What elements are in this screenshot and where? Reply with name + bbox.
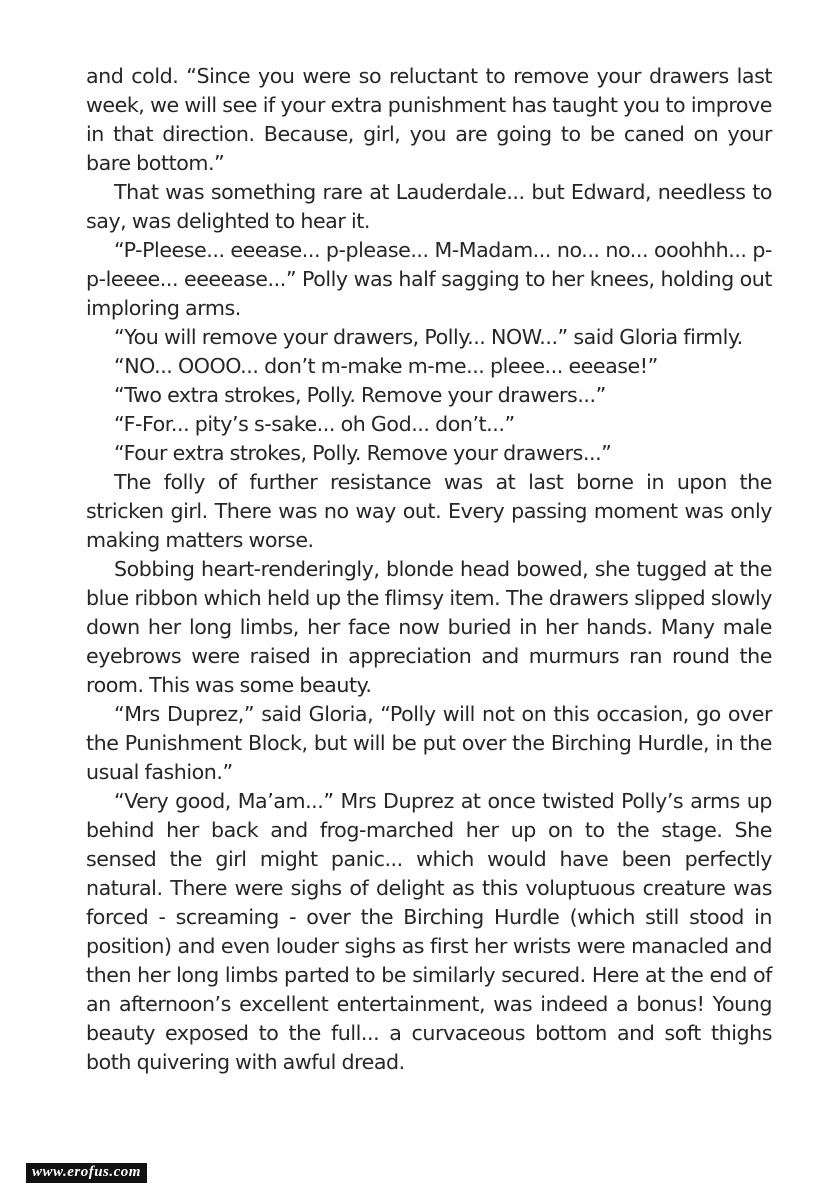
- paragraph: “F-For... pity’s s-sake... oh God... don’t...”: [114, 412, 515, 436]
- paragraph: “Four extra strokes, Polly. Remove your drawers...”: [114, 441, 612, 465]
- paragraph: “Mrs Duprez,” said Gloria, “Polly will not on this occasion, go over the Punishment Block, but will be put over the Birching Hurdle, in the usual fashion.”: [86, 702, 772, 784]
- paragraph: That was something rare at Lauderdale... but Edward, needless to say, was delighted to hear it.: [86, 180, 772, 233]
- paragraph: The folly of further resistance was at last borne in upon the stricken girl. There was no way out. Every passing moment was only making matters worse.: [86, 470, 772, 552]
- paragraph: “Two extra strokes, Polly. Remove your drawers...”: [114, 383, 606, 407]
- paragraph: “You will remove your drawers, Polly... NOW...” said Gloria firmly.: [114, 325, 743, 349]
- paragraph: Sobbing heart-renderingly, blonde head bowed, she tugged at the blue ribbon which held up the flimsy item. The drawers slipped slowly down her long limbs, her face now buried in her hands. Many male eyebrows were raised in appreciation and murmurs ran round the room. This was some beauty.: [86, 557, 772, 697]
- paragraph: “Very good, Ma’am...” Mrs Duprez at once twisted Polly’s arms up behind her back and frog-marched her up on to the stage. She sensed the girl might panic... which would have been perfectly natural. There were sighs of delight as this voluptuous creature was forced - screaming - over the Birching Hurdle (which still stood in position) and even louder sighs as first her wrists were manacled and then her long limbs parted to be similarly secured. Here at the end of an afternoon’s excellent entertainment, was indeed a bonus! Young beauty exposed to the full... a curvaceous bottom and soft thighs both quivering with awful dread.: [86, 789, 772, 1074]
- watermark: www.erofus.com: [26, 1163, 147, 1183]
- body-text: [86, 62, 772, 1077]
- paragraph: and cold. “Since you were so reluctant to remove your drawers last week, we will see if your extra punishment has taught you to improve in that direction. Because, girl, you are going to be caned on your bare bottom.”: [86, 64, 772, 175]
- paragraph: “P-Pleese... eeease... p-please... M-Madam... no... no... ooohhh... p-p-leeee... eeeease...” Polly was half sagging to her knees, holding out imploring arms.: [86, 238, 772, 320]
- paragraph: “NO... OOOO... don’t m-make m-me... pleee... eeease!”: [114, 354, 658, 378]
